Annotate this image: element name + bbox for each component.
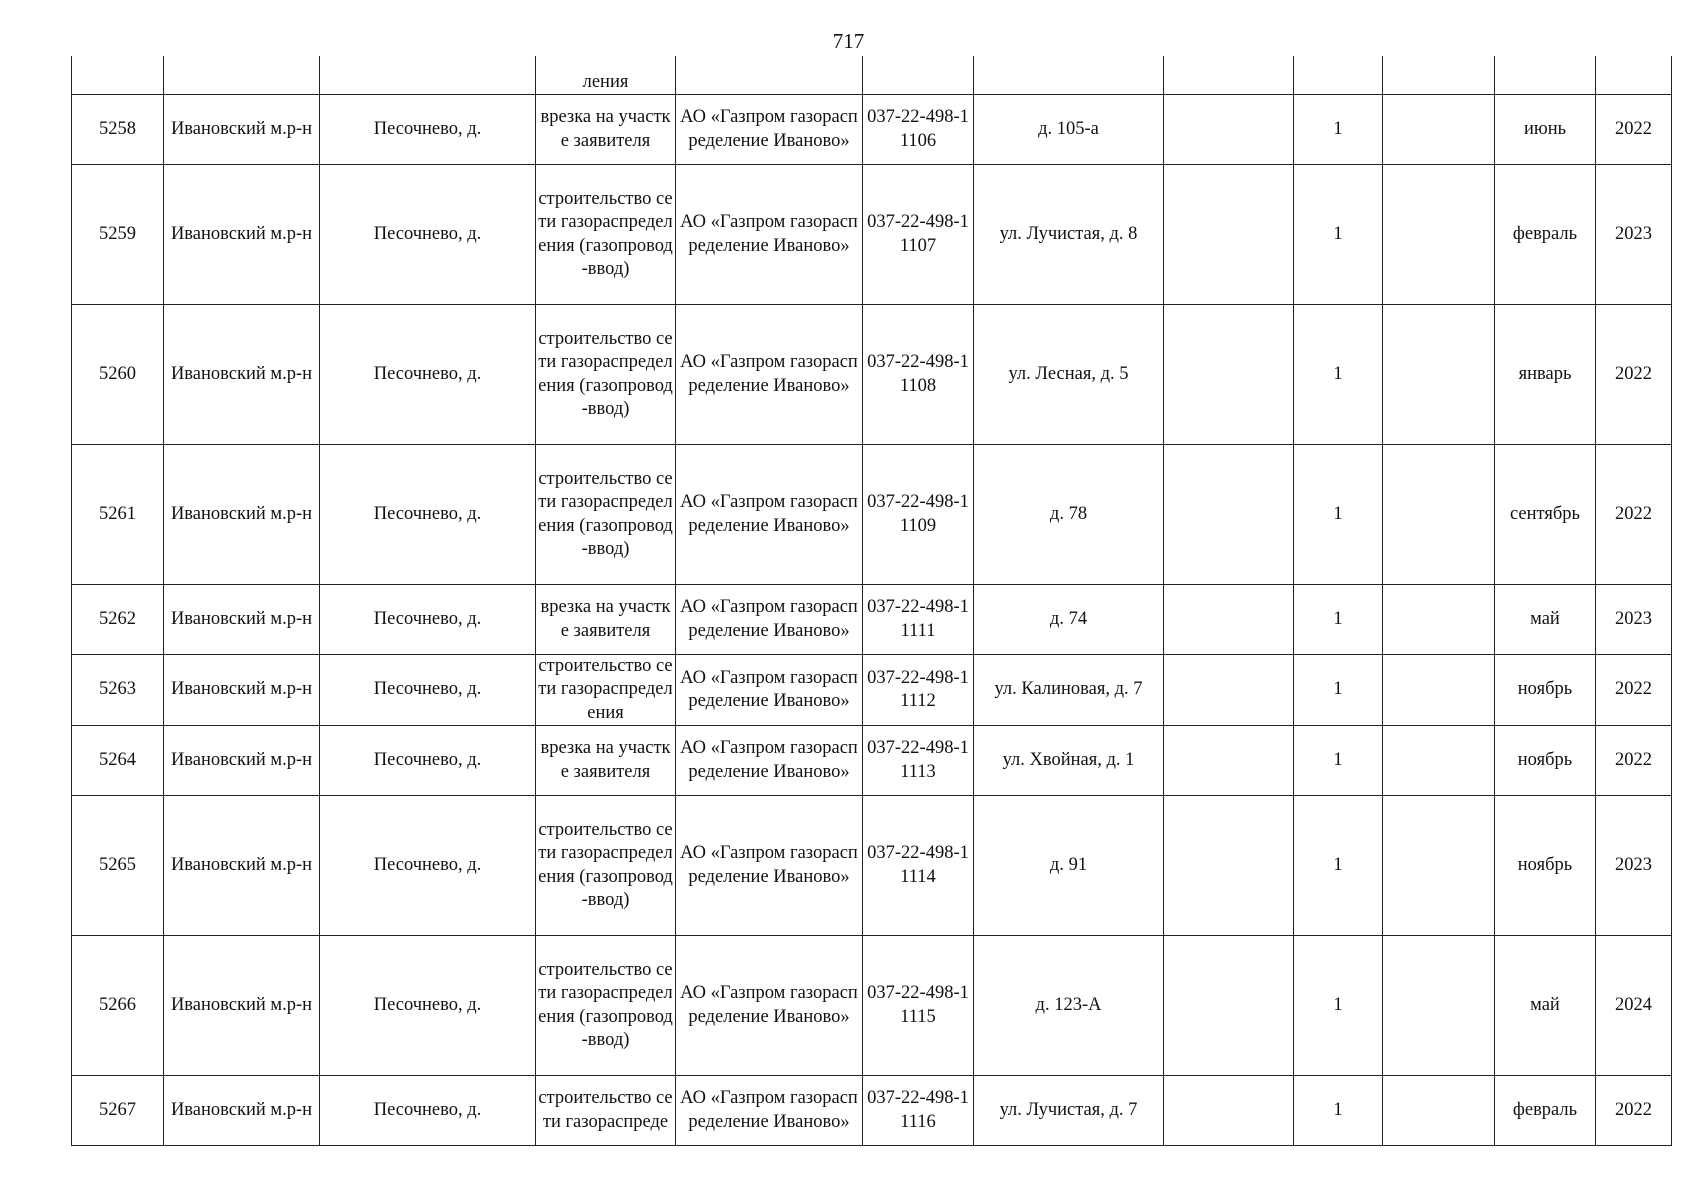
cell-num: 5262	[72, 585, 164, 655]
cell-empty	[1164, 796, 1294, 936]
cell-organization: АО «Газпром газораспределение Иваново»	[676, 95, 863, 165]
cell-empty	[1164, 1076, 1294, 1146]
cell-month: ноябрь	[1495, 726, 1596, 796]
cell-year: 2023	[1596, 165, 1672, 305]
gasification-registry-table	[71, 56, 1672, 1146]
cell-address: ул. Хвойная, д. 1	[974, 726, 1164, 796]
cell-code: 037-22-498-11112	[863, 655, 974, 726]
cell-organization: АО «Газпром газораспределение Иваново»	[676, 796, 863, 936]
cell-work-type: строительство сети газораспреде	[536, 1076, 676, 1146]
cell-empty	[1383, 796, 1495, 936]
cell-empty	[1164, 655, 1294, 726]
cell-code: 037-22-498-11113	[863, 726, 974, 796]
cell-empty	[1164, 305, 1294, 445]
table-row	[72, 1076, 1672, 1146]
cell-empty	[1383, 726, 1495, 796]
cell-code: 037-22-498-11114	[863, 796, 974, 936]
cell-work-type: врезка на участке заявителя	[536, 726, 676, 796]
cell-code: 037-22-498-11111	[863, 585, 974, 655]
cell-address: ул. Лесная, д. 5	[974, 305, 1164, 445]
cell-empty	[1164, 936, 1294, 1076]
cell-work-type: строительство сети газораспределения (газопровод-ввод)	[536, 936, 676, 1076]
cell-settlement: Песочнево, д.	[320, 305, 536, 445]
cell-district	[164, 56, 320, 95]
table-row	[72, 165, 1672, 305]
cell-quantity	[1294, 56, 1383, 95]
cell-empty	[1383, 305, 1495, 445]
cell-empty	[1164, 56, 1294, 95]
cell-address: д. 91	[974, 796, 1164, 936]
cell-empty	[1383, 655, 1495, 726]
cell-district: Ивановский м.р-н	[164, 165, 320, 305]
cell-work-type: врезка на участке заявителя	[536, 95, 676, 165]
cell-quantity: 1	[1294, 936, 1383, 1076]
cell-num: 5266	[72, 936, 164, 1076]
cell-district: Ивановский м.р-н	[164, 95, 320, 165]
cell-month: ноябрь	[1495, 655, 1596, 726]
cell-empty	[1164, 726, 1294, 796]
cell-quantity: 1	[1294, 585, 1383, 655]
cell-month: май	[1495, 585, 1596, 655]
cell-settlement: Песочнево, д.	[320, 585, 536, 655]
cell-quantity: 1	[1294, 95, 1383, 165]
table-row	[72, 726, 1672, 796]
cell-empty	[1164, 445, 1294, 585]
cell-organization	[676, 56, 863, 95]
cell-work-type: строительство сети газораспределения (газопровод-ввод)	[536, 796, 676, 936]
cell-address: д. 123-А	[974, 936, 1164, 1076]
cell-empty	[1383, 165, 1495, 305]
cell-district: Ивановский м.р-н	[164, 796, 320, 936]
cell-settlement: Песочнево, д.	[320, 726, 536, 796]
cell-quantity: 1	[1294, 165, 1383, 305]
cell-district: Ивановский м.р-н	[164, 936, 320, 1076]
cell-year: 2023	[1596, 585, 1672, 655]
cell-address	[974, 56, 1164, 95]
cell-num: 5258	[72, 95, 164, 165]
table-row	[72, 305, 1672, 445]
cell-empty	[1164, 585, 1294, 655]
cell-address: д. 74	[974, 585, 1164, 655]
cell-code	[863, 56, 974, 95]
cell-organization: АО «Газпром газораспределение Иваново»	[676, 655, 863, 726]
cell-year: 2022	[1596, 95, 1672, 165]
cell-organization: АО «Газпром газораспределение Иваново»	[676, 305, 863, 445]
cell-month: июнь	[1495, 95, 1596, 165]
cell-month: ноябрь	[1495, 796, 1596, 936]
cell-work-type: ления	[536, 56, 676, 95]
cell-empty	[1383, 445, 1495, 585]
cell-empty	[1383, 585, 1495, 655]
cell-month: февраль	[1495, 1076, 1596, 1146]
table-row	[72, 445, 1672, 585]
cell-year: 2023	[1596, 796, 1672, 936]
table-row	[72, 936, 1672, 1076]
cell-year: 2022	[1596, 655, 1672, 726]
cell-num: 5267	[72, 1076, 164, 1146]
cell-quantity: 1	[1294, 726, 1383, 796]
cell-organization: АО «Газпром газораспределение Иваново»	[676, 585, 863, 655]
cell-district: Ивановский м.р-н	[164, 445, 320, 585]
cell-organization: АО «Газпром газораспределение Иваново»	[676, 445, 863, 585]
page-number: 717	[832, 29, 865, 53]
cell-month: январь	[1495, 305, 1596, 445]
cell-year: 2022	[1596, 1076, 1672, 1146]
cell-settlement: Песочнево, д.	[320, 165, 536, 305]
cell-quantity: 1	[1294, 305, 1383, 445]
cell-month: февраль	[1495, 165, 1596, 305]
cell-work-type: строительство сети газораспределения (газопровод-ввод)	[536, 165, 676, 305]
cell-settlement: Песочнево, д.	[320, 95, 536, 165]
cell-empty	[1164, 165, 1294, 305]
cell-work-type: строительство сети газораспределения (газопровод-ввод)	[536, 305, 676, 445]
table-row	[72, 585, 1672, 655]
cell-work-type: врезка на участке заявителя	[536, 585, 676, 655]
cell-empty	[1383, 95, 1495, 165]
cell-year: 2022	[1596, 445, 1672, 585]
cell-num	[72, 56, 164, 95]
cell-code: 037-22-498-11108	[863, 305, 974, 445]
continued-row	[72, 56, 1672, 95]
cell-year	[1596, 56, 1672, 95]
cell-num: 5265	[72, 796, 164, 936]
cell-settlement: Песочнево, д.	[320, 1076, 536, 1146]
cell-work-type: строительство сети газораспределения (газопровод-ввод)	[536, 445, 676, 585]
cell-settlement	[320, 56, 536, 95]
cell-organization: АО «Газпром газораспределение Иваново»	[676, 726, 863, 796]
cell-num: 5260	[72, 305, 164, 445]
cell-quantity: 1	[1294, 1076, 1383, 1146]
cell-address: ул. Калиновая, д. 7	[974, 655, 1164, 726]
cell-address: ул. Лучистая, д. 8	[974, 165, 1164, 305]
cell-year: 2022	[1596, 305, 1672, 445]
cell-quantity: 1	[1294, 796, 1383, 936]
cell-address: ул. Лучистая, д. 7	[974, 1076, 1164, 1146]
table-row	[72, 655, 1672, 726]
cell-organization: АО «Газпром газораспределение Иваново»	[676, 936, 863, 1076]
cell-organization: АО «Газпром газораспределение Иваново»	[676, 165, 863, 305]
cell-num: 5261	[72, 445, 164, 585]
table-row	[72, 796, 1672, 936]
cell-num: 5264	[72, 726, 164, 796]
cell-settlement: Песочнево, д.	[320, 936, 536, 1076]
cell-work-type: строительство сети газораспределения	[536, 655, 676, 726]
cell-month	[1495, 56, 1596, 95]
cell-month: сентябрь	[1495, 445, 1596, 585]
cell-settlement: Песочнево, д.	[320, 445, 536, 585]
cell-code: 037-22-498-11109	[863, 445, 974, 585]
cell-empty	[1383, 936, 1495, 1076]
cell-quantity: 1	[1294, 445, 1383, 585]
cell-district: Ивановский м.р-н	[164, 1076, 320, 1146]
cell-settlement: Песочнево, д.	[320, 796, 536, 936]
cell-empty	[1164, 95, 1294, 165]
table-row	[72, 95, 1672, 165]
cell-num: 5259	[72, 165, 164, 305]
cell-num: 5263	[72, 655, 164, 726]
cell-empty	[1383, 56, 1495, 95]
cell-code: 037-22-498-11115	[863, 936, 974, 1076]
cell-empty	[1383, 1076, 1495, 1146]
cell-district: Ивановский м.р-н	[164, 655, 320, 726]
cell-quantity: 1	[1294, 655, 1383, 726]
cell-settlement: Песочнево, д.	[320, 655, 536, 726]
cell-district: Ивановский м.р-н	[164, 726, 320, 796]
cell-district: Ивановский м.р-н	[164, 585, 320, 655]
cell-address: д. 105-а	[974, 95, 1164, 165]
cell-month: май	[1495, 936, 1596, 1076]
cell-code: 037-22-498-11106	[863, 95, 974, 165]
cell-district: Ивановский м.р-н	[164, 305, 320, 445]
cell-code: 037-22-498-11116	[863, 1076, 974, 1146]
cell-year: 2022	[1596, 726, 1672, 796]
cell-organization: АО «Газпром газораспределение Иваново»	[676, 1076, 863, 1146]
cell-code: 037-22-498-11107	[863, 165, 974, 305]
cell-address: д. 78	[974, 445, 1164, 585]
cell-year: 2024	[1596, 936, 1672, 1076]
